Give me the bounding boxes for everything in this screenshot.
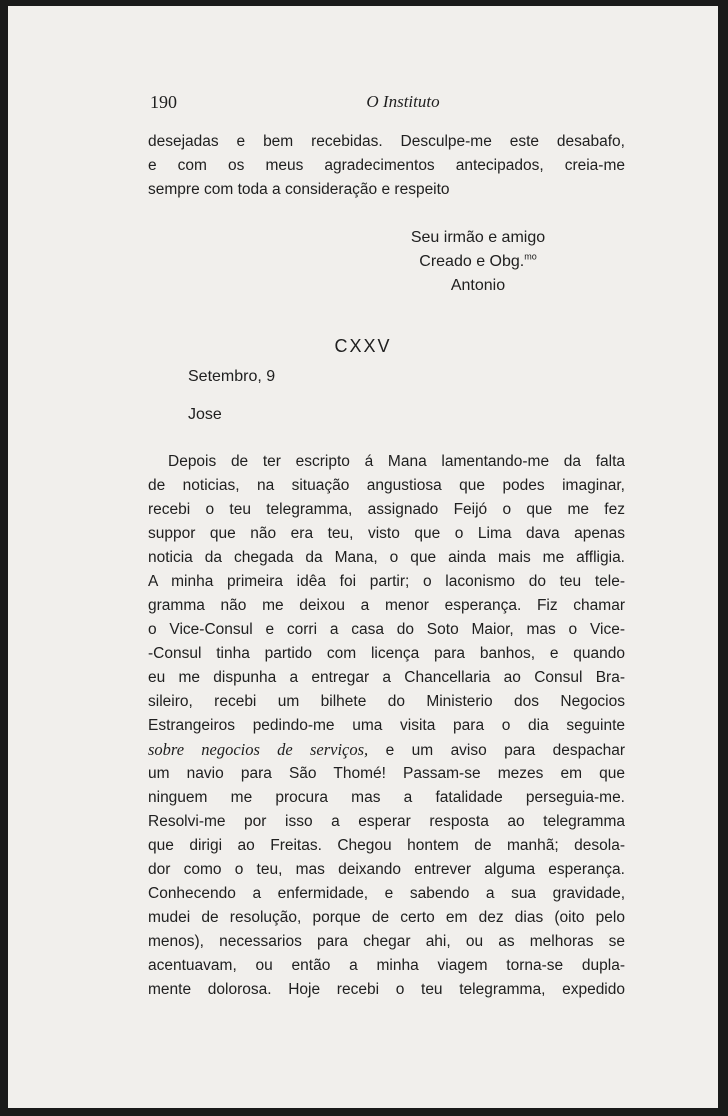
page-header (8, 92, 718, 114)
body-line: menos), necessarios para chegar ahi, ou as melhoras se (148, 933, 625, 950)
closing-line: e com os meus agradecimentos antecipados, creia-me (148, 157, 625, 174)
signature-text: Creado e Obg. (419, 253, 525, 270)
signature-name: Antonio (450, 277, 506, 294)
signature-line (368, 250, 588, 274)
body-line: Resolvi-me por isso a esperar resposta ao telegramma (148, 813, 625, 830)
body-line: suppor que não era teu, visto que o Lima dava apenas (148, 525, 625, 542)
body-line: sileiro, recebi um bilhete do Ministerio dos Negocios (148, 693, 625, 710)
body-line: recebi o teu telegramma, assignado Feijó o que me fez (148, 501, 625, 518)
body-line: um navio para São Thomé! Passam-se mezes em que (148, 765, 625, 782)
body-line: mente dolorosa. Hoje recebi o teu telegramma, expedido (148, 981, 625, 998)
body-line: mudei de resolução, porque de certo em dez dias (oito pelo (148, 909, 625, 926)
body-line: de noticias, na situação angustiosa que podes imaginar, (148, 477, 625, 494)
body-line: que dirigi ao Freitas. Chegou hontem de manhã; desola- (148, 837, 625, 854)
italic-phrase: sobre negocios de serviços, (148, 740, 369, 759)
body-line: eu me dispunha a entregar a Chancellaria ao Consul Bra- (148, 669, 625, 686)
body-line: gramma não me deixou a menor esperança. Fiz chamar (148, 597, 625, 614)
running-title: O Instituto (366, 92, 440, 111)
closing-line: desejadas e bem recebidas. Desculpe-me este desabafo, (148, 133, 625, 150)
body-line: -Consul tinha partido com licença para banhos, e quando (148, 645, 625, 662)
body-line: Estrangeiros pedindo-me uma visita para o dia seguinte (148, 717, 625, 734)
letter-salutation: Jose (188, 406, 222, 423)
body-line: noticia da chegada da Mana, o que ainda mais me affligia. (148, 549, 625, 566)
body-line: ninguem me procura mas a fatalidade perseguia-me. (148, 789, 625, 806)
closing-line: sempre com toda a consideração e respeito (148, 181, 450, 198)
body-line: A minha primeira idêa foi partir; o laconismo do teu tele- (148, 573, 625, 590)
page-number: 190 (150, 92, 177, 112)
letter-date: Setembro, 9 (188, 368, 276, 385)
body-text: e um aviso para despachar (368, 742, 625, 759)
letter-number: CXXV (334, 336, 392, 356)
signature-line: Seu irmão e amigo (410, 229, 546, 246)
body-line: o Vice-Consul e corri a casa do Soto Maior, mas o Vice- (148, 621, 625, 638)
body-line: acentuavam, ou então a minha viagem torna-se dupla- (148, 957, 625, 974)
body-line: Depois de ter escripto á Mana lamentando-me da falta (168, 453, 625, 470)
signature-block (368, 226, 588, 298)
body-line: Conhecendo a enfermidade, e sabendo a sua gravidade, (148, 885, 625, 902)
body-line-italic (148, 738, 625, 763)
book-page (8, 6, 718, 1108)
signature-superscript: mo (524, 251, 537, 262)
body-line: dor como o teu, mas deixando entrever alguma esperança. (148, 861, 625, 878)
